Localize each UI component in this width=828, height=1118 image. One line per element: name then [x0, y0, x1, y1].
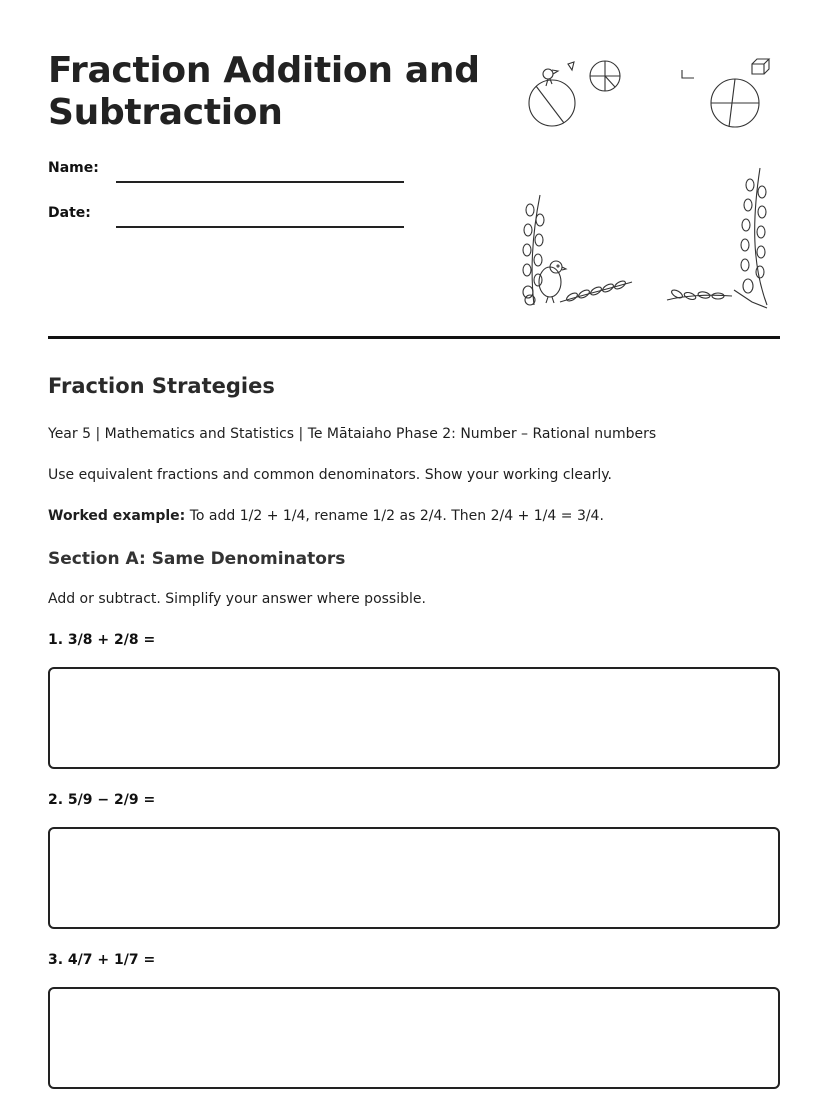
curriculum-meta: Year 5 | Mathematics and Statistics | Te Mātaiaho Phase 2: Number – Rational numbers [48, 426, 657, 442]
header-divider [48, 336, 780, 339]
date-field[interactable] [48, 205, 404, 228]
answer-box-1[interactable] [48, 667, 780, 769]
decorative-illustration [512, 50, 782, 315]
title-line-2: Subtraction [48, 92, 283, 133]
name-label: Name: [48, 160, 99, 176]
question-label: 1. 3/8 + 2/8 = [48, 632, 156, 648]
title-line-1: Fraction Addition and [48, 50, 480, 91]
question-label: 2. 5/9 − 2/9 = [48, 792, 156, 808]
answer-box-3[interactable] [48, 987, 780, 1089]
section-a-heading: Section A: Same Denominators [48, 549, 346, 569]
fern-left-icon [560, 279, 632, 302]
name-field[interactable] [48, 160, 404, 183]
worked-example-label: Worked example: [48, 508, 186, 524]
date-label: Date: [48, 205, 91, 221]
corner-mark-icon [682, 70, 694, 78]
section-a-instruction: Add or subtract. Simplify your answer where possible. [48, 591, 426, 607]
worked-example [48, 507, 780, 525]
date-line[interactable] [116, 226, 404, 228]
left-vine-icon [523, 195, 544, 305]
section-heading-strategies: Fraction Strategies [48, 374, 275, 398]
page-title [48, 50, 488, 134]
question-label: 3. 4/7 + 1/7 = [48, 952, 156, 968]
pie-circle-icon [590, 61, 620, 91]
fern-right-icon [667, 288, 732, 300]
quartered-circle-icon [711, 79, 759, 127]
right-vine-icon [734, 168, 767, 308]
worksheet-content [48, 374, 780, 1089]
worked-example-text: To add 1/2 + 1/4, rename 1/2 as 2/4. Then 2/4 + 1/4 = 3/4. [185, 508, 604, 524]
bird-icon [539, 261, 566, 303]
name-line[interactable] [116, 181, 404, 183]
worksheet-header [48, 50, 488, 134]
answer-box-2[interactable] [48, 827, 780, 929]
fraction-circle-icon [529, 62, 575, 126]
intro-text: Use equivalent fractions and common denominators. Show your working clearly. [48, 467, 613, 483]
cube-icon [752, 59, 769, 74]
